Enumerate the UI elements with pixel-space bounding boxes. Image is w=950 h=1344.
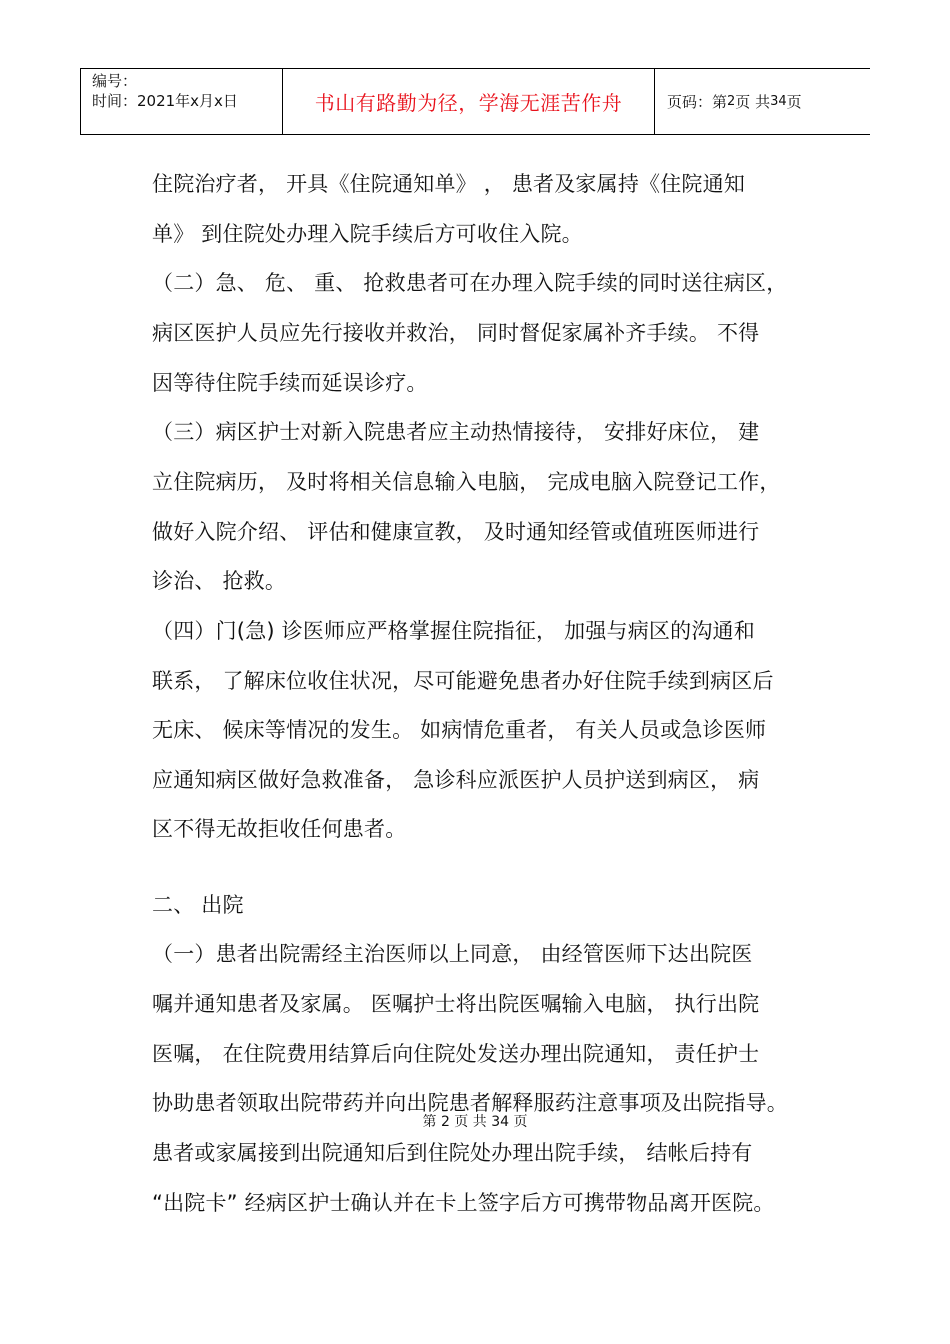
body-line: 联系， 了解床位收住状况，尽可能避免患者办好住院手续到病区后 [152,669,774,693]
body-line: 病区医护人员应先行接收并救治， 同时督促家属补齐手续。 不得 [152,321,760,345]
header-page-cell [655,69,870,134]
document-number-label: 编号： [92,72,138,90]
document-date: 时间：2021年x月x日 [92,92,238,110]
body-line: 做好入院介绍、 评估和健康宣教， 及时通知经管或值班医师进行 [152,520,760,544]
body-line: （四）门(急) 诊医师应严格掌握住院指征， 加强与病区的沟通和 [152,619,755,643]
page-label-mid: 页 共 [735,93,771,111]
body-line: 应通知病区做好急救准备， 急诊科应派医护人员护送到病区， 病 [152,768,760,792]
body-line: 患者或家属接到出院通知后到住院处办理出院手续， 结帐后持有 [152,1141,753,1165]
header-motto: 书山有路勤为径，学海无涯苦作舟 [314,91,623,115]
section-heading: 二、 出院 [152,893,244,917]
header-meta-cell [81,69,283,134]
page-current: 2 [727,94,736,109]
body-line: 立住院病历， 及时将相关信息输入电脑， 完成电脑入院登记工作， [152,470,781,494]
body-line: （三）病区护士对新入院患者应主动热情接待， 安排好床位， 建 [152,420,760,444]
body-line: 协助患者领取出院带药并向出院患者解释服药注意事项及出院指导。 [152,1091,788,1115]
page-total: 34 [770,94,787,109]
body-line: “出院卡” 经病区护士确认并在卡上签字后方可携带物品离开医院。 [152,1191,775,1215]
body-line: 医嘱， 在住院费用结算后向住院处发送办理出院通知， 责任护士 [152,1042,760,1066]
header-motto-cell [283,69,655,134]
body-line: 单》 到住院处办理入院手续后方可收住入院。 [152,222,583,246]
body-line: 嘱并通知患者及家属。 医嘱护士将出院医嘱输入电脑， 执行出院 [152,992,760,1016]
page-label-prefix: 页码：第 [667,93,728,111]
body-line: 诊治、 抢救。 [152,569,287,593]
body-line: （二）急、 危、 重、 抢救患者可在办理入院手续的同时送往病区， [152,271,788,295]
body-line: 无床、 候床等情况的发生。 如病情危重者， 有关人员或急诊医师 [152,718,767,742]
body-line: （一）患者出院需经主治医师以上同意， 由经管医师下达出院医 [152,942,753,966]
body-line: 区不得无故拒收任何患者。 [152,817,407,841]
body-line: 住院治疗者， 开具《住院通知单》 ， 患者及家属持《住院通知 [152,172,746,196]
page-label-suffix: 页 [786,93,802,111]
page-footer: 第 2 页 共 34 页 [422,1114,528,1130]
body-line: 因等待住院手续而延误诊疗。 [152,371,428,395]
document-header [80,68,870,135]
